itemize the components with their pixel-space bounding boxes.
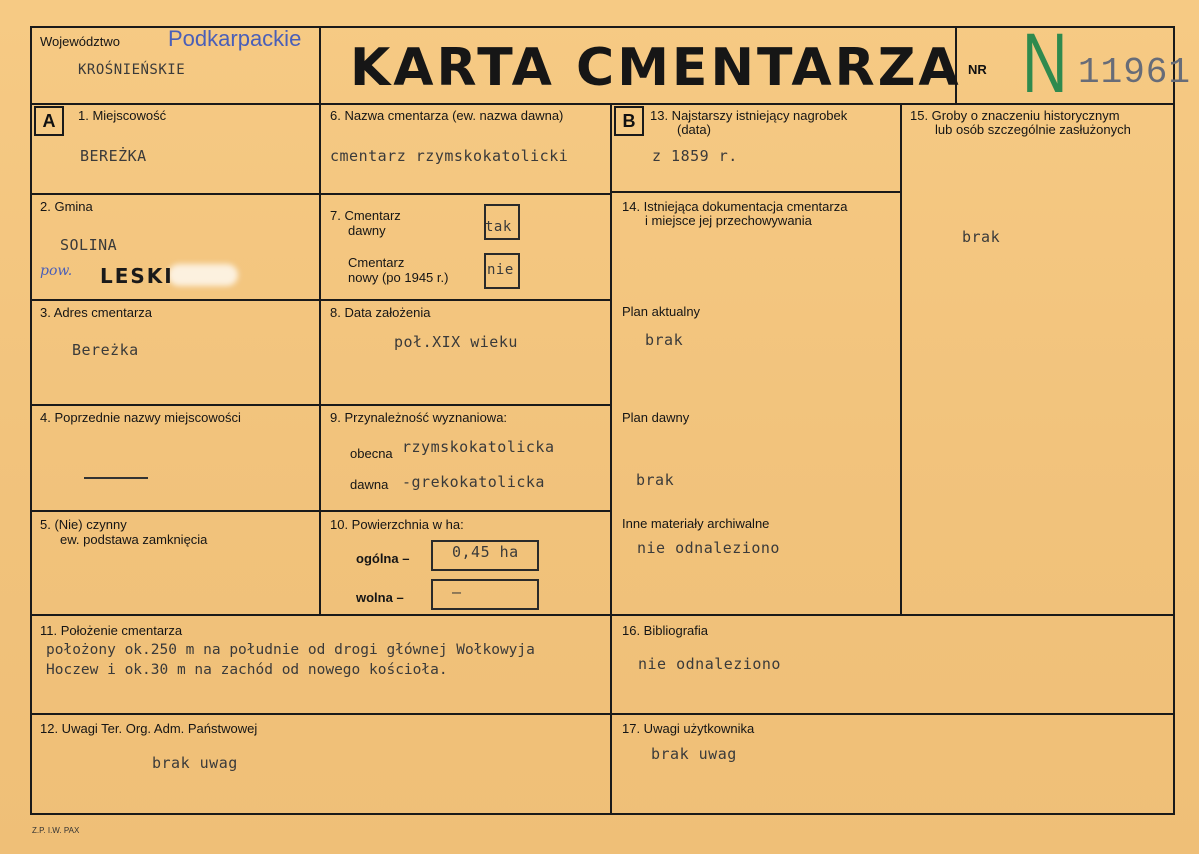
- field-5-label-2: ew. podstawa zamknięcia: [60, 532, 208, 547]
- frame-right: [1173, 26, 1175, 815]
- field-15-label-2: lub osób szczególnie zasłużonych: [935, 122, 1131, 137]
- field-16-value: nie odnaleziono: [638, 655, 781, 673]
- footer-printer: Z.P. I.W. PAX: [32, 826, 80, 835]
- inne-value: nie odnaleziono: [637, 539, 780, 557]
- header-divider: [30, 103, 1175, 105]
- grid-v2: [610, 103, 612, 815]
- field-14-label-2: i miejsce jej przechowywania: [645, 213, 812, 228]
- field-11-line2: Hoczew i ok.30 m na zachód od nowego kościoła.: [46, 662, 448, 678]
- header-v1: [319, 26, 321, 105]
- grid-v1: [319, 103, 321, 615]
- plan-dawny-value: brak: [636, 471, 675, 489]
- field-14-label-1: 14. Istniejąca dokumentacja cmentarza: [622, 199, 848, 214]
- field-1-value: BEREŻKA: [80, 147, 147, 165]
- field-8-label: 8. Data założenia: [330, 305, 431, 320]
- row-line-a3: [30, 404, 612, 406]
- field-7-value-b: nie: [487, 262, 514, 278]
- field-7-label-d: nowy (po 1945 r.): [348, 270, 449, 285]
- field-11-line1: położony ok.250 m na południe od drogi głównej Wołkowyja: [46, 642, 535, 658]
- field-17-value: brak uwag: [651, 745, 737, 763]
- field-4-label: 4. Poprzednie nazwy miejscowości: [40, 410, 241, 425]
- field-7-value-a: tak: [485, 219, 512, 235]
- field-10-wolna-box: [431, 579, 539, 610]
- field-6-label: 6. Nazwa cmentarza (ew. nazwa dawna): [330, 108, 564, 123]
- field-2-pow: pow.: [40, 263, 73, 279]
- row-line-main: [30, 614, 1175, 616]
- field-15-label-1: 15. Groby o znaczeniu historycznym: [910, 108, 1120, 123]
- field-13-label-1: 13. Najstarszy istniejący nagrobek: [650, 108, 848, 123]
- field-9-dawna-label: dawna: [350, 477, 389, 492]
- field-17-label: 17. Uwagi użytkownika: [622, 721, 755, 736]
- field-9-dawna-value: -grekokatolicka: [402, 473, 545, 491]
- field-13-label-2: (data): [677, 122, 711, 137]
- field-10-wolna-value: –: [452, 583, 462, 601]
- row-line-bottom: [30, 713, 1175, 715]
- field-8-value: poł.XIX wieku: [394, 333, 518, 351]
- wojewodztwo-label: Województwo: [40, 34, 120, 49]
- plan-aktualny-value: brak: [645, 331, 684, 349]
- frame-bottom: [30, 813, 1175, 815]
- grid-v3: [900, 103, 902, 615]
- field-7-label-a: 7. Cmentarz: [330, 208, 401, 223]
- field-9-label: 9. Przynależność wyznaniowa:: [330, 410, 508, 425]
- section-b-badge: B: [614, 106, 644, 136]
- nr-letter: N: [1022, 16, 1068, 110]
- row-line-a4: [30, 510, 612, 512]
- row-line-a1: [30, 193, 612, 195]
- field-10-ogolna-label: ogólna –: [356, 551, 410, 566]
- frame-left: [30, 26, 32, 815]
- field-9-obecna-value: rzymskokatolicka: [402, 438, 555, 456]
- field-15-value: brak: [962, 228, 1001, 246]
- inne-label: Inne materiały archiwalne: [622, 516, 770, 531]
- field-6-value: cmentarz rzymskokatolicki: [330, 147, 569, 165]
- field-3-value: Bereżka: [72, 341, 139, 359]
- field-10-ogolna-value: 0,45 ha: [452, 543, 519, 561]
- field-2-label: 2. Gmina: [40, 199, 93, 214]
- field-10-wolna-label: wolna –: [356, 590, 404, 605]
- field-3-label: 3. Adres cmentarza: [40, 305, 152, 320]
- field-12-label: 12. Uwagi Ter. Org. Adm. Państwowej: [40, 721, 258, 736]
- row-line-b1: [610, 191, 902, 193]
- field-4-dash: [84, 477, 148, 479]
- nr-number: 11961: [1078, 52, 1192, 93]
- field-7-label-b: dawny: [348, 223, 386, 238]
- section-a-badge: A: [34, 106, 64, 136]
- field-7-label-c: Cmentarz: [348, 255, 405, 270]
- field-9-obecna-label: obecna: [350, 446, 393, 461]
- field-2-handwritten: LESKI: [100, 264, 174, 288]
- field-11-label: 11. Położenie cmentarza: [40, 623, 183, 638]
- plan-dawny-label: Plan dawny: [622, 410, 690, 425]
- field-12-value: brak uwag: [152, 754, 238, 772]
- nr-label: NR: [968, 62, 987, 77]
- correction-smudge: [168, 264, 238, 286]
- field-16-label: 16. Bibliografia: [622, 623, 708, 638]
- plan-aktualny-label: Plan aktualny: [622, 304, 701, 319]
- field-13-value: z 1859 r.: [652, 147, 738, 165]
- field-2-value: SOLINA: [60, 236, 118, 254]
- page-title: KARTA CMENTARZA: [350, 38, 962, 98]
- wojewodztwo-stamp: Podkarpackie: [168, 26, 302, 51]
- row-line-a2: [30, 299, 612, 301]
- field-10-label: 10. Powierzchnia w ha:: [330, 517, 464, 532]
- wojewodztwo-typed: KROŚNIEŃSKIE: [78, 62, 186, 78]
- field-1-label: 1. Miejscowość: [78, 108, 167, 123]
- field-5-label-1: 5. (Nie) czynny: [40, 517, 127, 532]
